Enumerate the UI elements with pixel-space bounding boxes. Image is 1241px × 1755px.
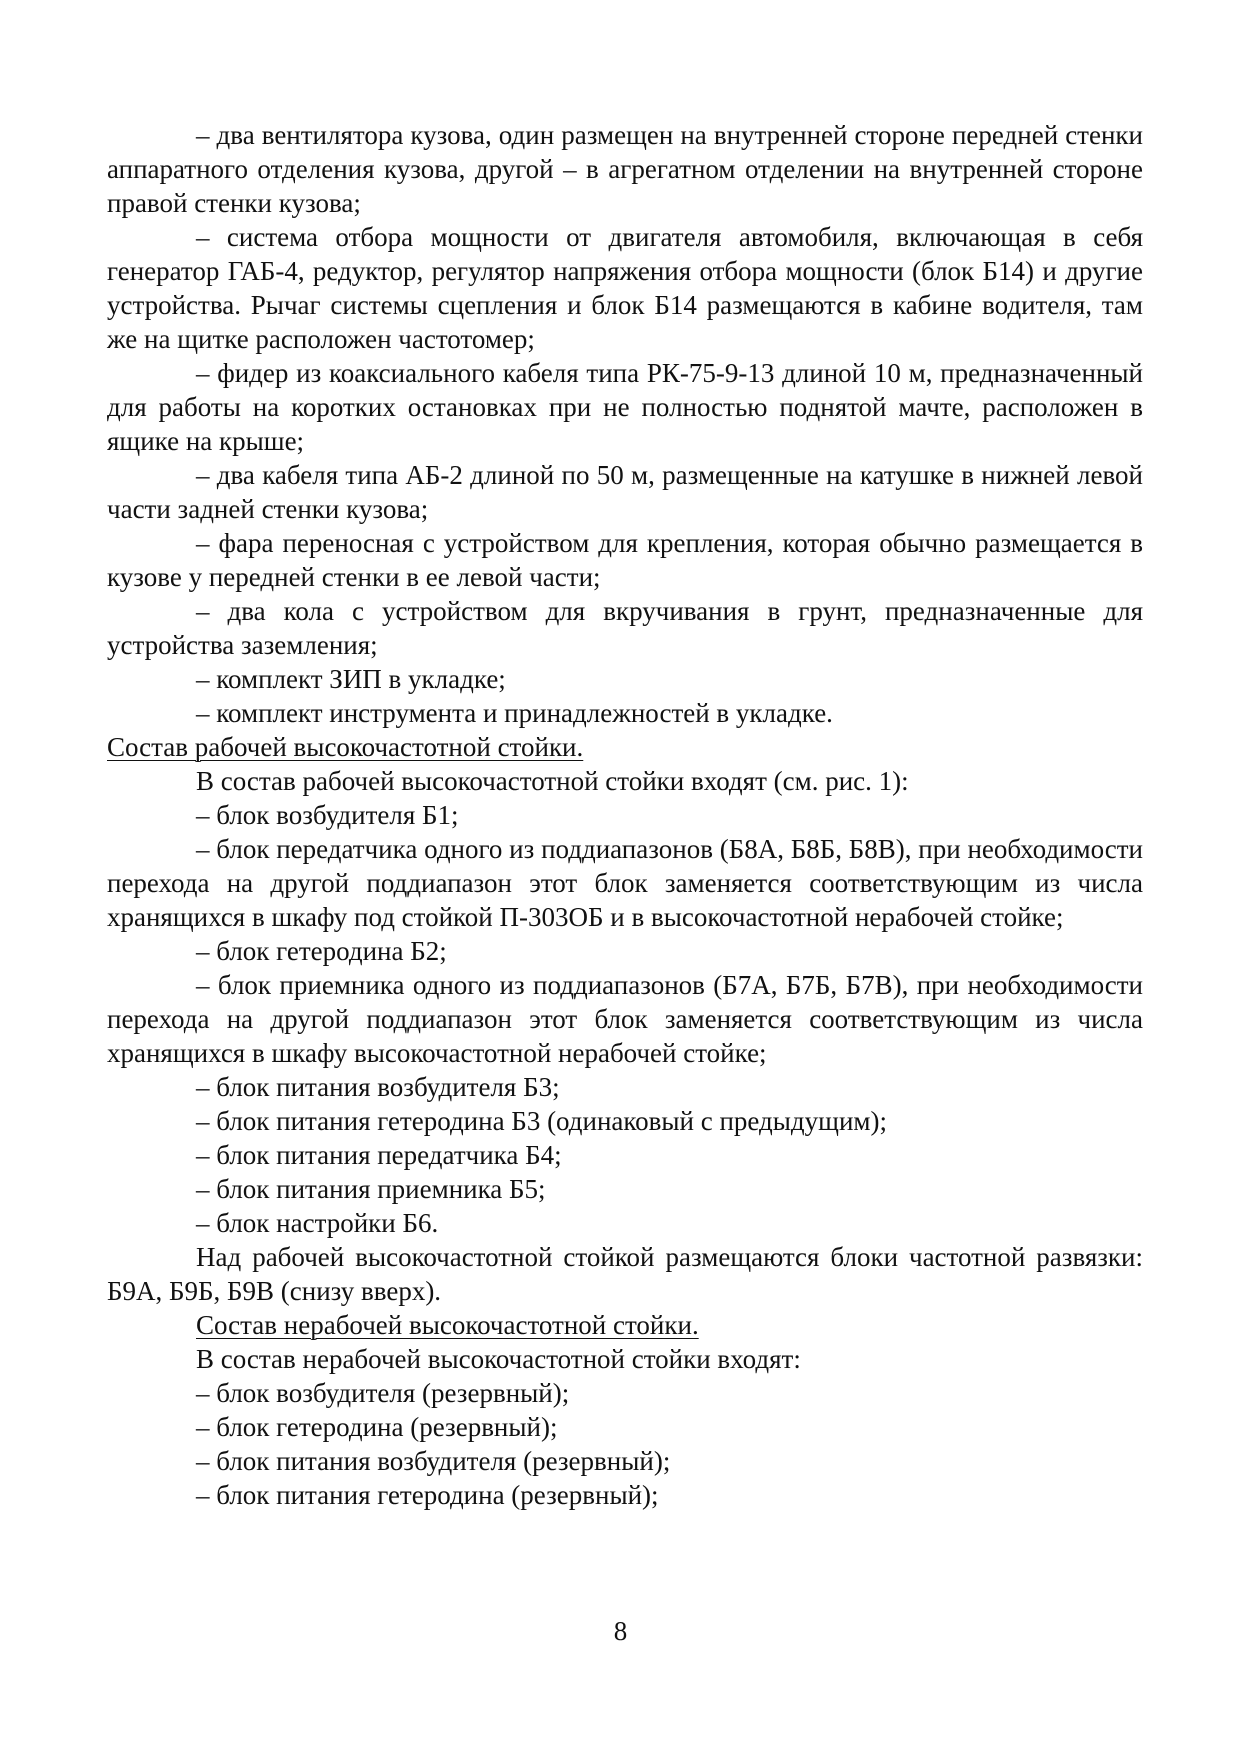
list-item: – блок питания возбудителя Б3; (196, 1072, 560, 1102)
section-heading (107, 730, 1143, 764)
list-item: – блок питания приемника Б5; (196, 1174, 546, 1204)
paragraph: В состав рабочей высокочастотной стойки входят (см. рис. 1): (196, 766, 909, 796)
list-item: – блок питания возбудителя (резервный); (196, 1446, 671, 1476)
paragraph: Над рабочей высокочастотной стойкой размещаются блоки частотной развязки: Б9А, Б9Б, Б9В (снизу вверх). (107, 1242, 1143, 1306)
list-item: – блок питания передатчика Б4; (196, 1140, 562, 1170)
list-item: – блок возбудителя (резервный); (196, 1378, 570, 1408)
list-item: – блок возбудителя Б1; (196, 800, 459, 830)
list-item: – фара переносная с устройством для крепления, которая обычно размещается в кузове у передней стенки в ее левой части; (107, 528, 1143, 592)
list-item: – блок настройки Б6. (196, 1208, 439, 1238)
list-item: – блок передатчика одного из поддиапазонов (Б8А, Б8Б, Б8В), при необходимости перехода на другой поддиапазон этот блок заменяется соответствующим из числа хранящихся в шкафу под стойкой П-303ОБ и в высокочастотной нерабочей стойке; (107, 834, 1143, 932)
list-item: – фидер из коаксиального кабеля типа РК-75-9-13 длиной 10 м, предназначенный для работы на коротких остановках при не полностью поднятой мачте, расположен в ящике на крыше; (107, 358, 1143, 456)
list-item: – блок питания гетеродина Б3 (одинаковый с предыдущим); (196, 1106, 887, 1136)
section-heading-text: Состав рабочей высокочастотной стойки. (107, 732, 584, 762)
list-item: – блок гетеродина Б2; (196, 936, 447, 966)
list-item: – два кола с устройством для вкручивания в грунт, предназначенные для устройства заземления; (107, 596, 1143, 660)
list-item: – блок питания гетеродина (резервный); (196, 1480, 659, 1510)
list-item: – блок гетеродина (резервный); (196, 1412, 558, 1442)
section-heading (107, 1308, 1143, 1342)
list-item: – блок приемника одного из поддиапазонов (Б7А, Б7Б, Б7В), при необходимости перехода на другой поддиапазон этот блок заменяется соответствующим из числа хранящихся в шкафу высокочастотной нерабочей стойке; (107, 970, 1143, 1068)
list-item: – комплект инструмента и принадлежностей в укладке. (196, 698, 833, 728)
body-text (107, 118, 1143, 1512)
list-item: – два вентилятора кузова, один размещен на внутренней стороне передней стенки аппаратного отделения кузова, другой – в агрегатном отделении на внутренней стороне правой стенки кузова; (107, 120, 1143, 218)
list-item: – система отбора мощности от двигателя автомобиля, включающая в себя генератор ГАБ-4, редуктор, регулятор напряжения отбора мощности (блок Б14) и другие устройства. Рычаг системы сцепления и блок Б14 размещаются в кабине водителя, там же на щитке расположен частотомер; (107, 222, 1143, 354)
page-number: 8 (613, 1616, 628, 1646)
paragraph: В состав нерабочей высокочастотной стойки входят: (196, 1344, 801, 1374)
section-heading-text: Состав нерабочей высокочастотной стойки. (196, 1310, 699, 1340)
list-item: – два кабеля типа АБ-2 длиной по 50 м, размещенные на катушке в нижней левой части задней стенки кузова; (107, 460, 1143, 524)
list-item: – комплект ЗИП в укладке; (196, 664, 506, 694)
